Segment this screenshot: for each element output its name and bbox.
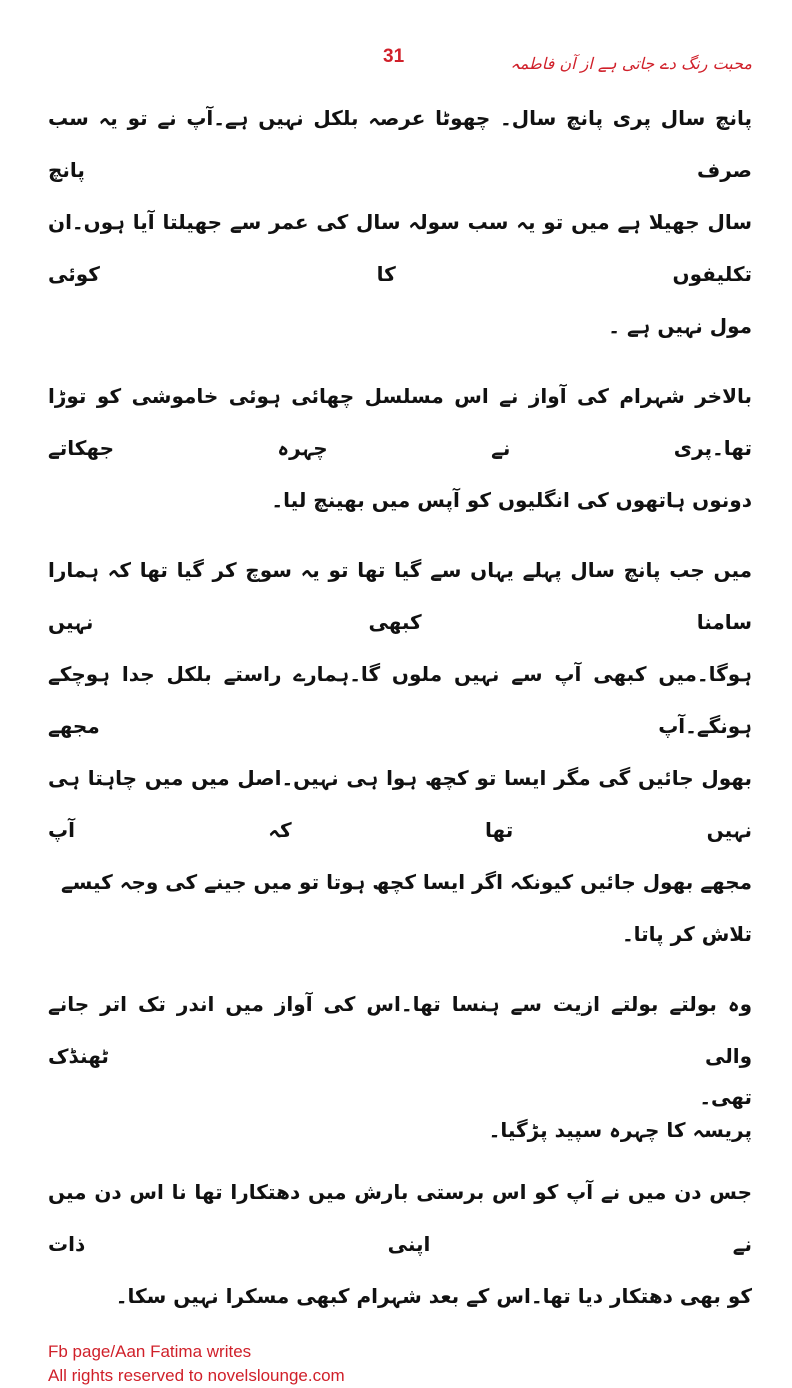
paragraph-5	[48, 1166, 752, 1322]
text-line: مجھے بھول جائیں کیونکہ اگر ایسا کچھ ہوتا تو میں جینے کی وجہ کیسے تلاش کر پاتا۔	[60, 870, 752, 946]
text-line: بالاخر شہرام کی آواز نے اس مسلسل چھائی ہوئی خاموشی کو توڑا تھا۔پری نے چہرہ جھکاتے	[48, 384, 752, 460]
page-body	[48, 92, 752, 1322]
page-number: 31	[383, 46, 405, 67]
running-header-title: محبت رنگ دے جاتی ہے از آن فاطمہ	[510, 54, 752, 73]
page-header	[0, 0, 792, 92]
paragraph-4	[48, 978, 752, 1148]
text-line: کو بھی دھتکار دیا تھا۔اس کے بعد شہرام کبھی مسکرا نہیں سکا۔	[115, 1284, 752, 1308]
text-line: بھول جائیں گی مگر ایسا تو کچھ ہوا ہی نہیں۔اصل میں میں چاہتا ہی نہیں تھا کہ آپ	[48, 766, 752, 842]
text-line: سال جھیلا ہے میں تو یہ سب سولہ سال کی عمر سے جھیلتا آیا ہوں۔ان تکلیفوں کا کوئی	[48, 210, 752, 286]
text-line: تھی۔	[699, 1085, 752, 1109]
text-line: میں جب پانچ سال پہلے یہاں سے گیا تھا تو یہ سوچ کر گیا تھا کہ ہمارا سامنا کبھی نہیں	[48, 558, 752, 634]
text-line: وہ بولتے بولتے ازیت سے ہنسا تھا۔اس کی آواز میں اندر تک اتر جانے والی ٹھنڈک	[48, 992, 752, 1068]
text-line: مول نہیں ہے ۔	[608, 314, 752, 338]
paragraph-1	[48, 92, 752, 352]
text-line: دونوں ہاتھوں کی انگلیوں کو آپس میں بھینچ لیا۔	[271, 488, 752, 512]
text-line: پانچ سال پری پانچ سال۔ چھوٹا عرصہ بلکل نہیں ہے۔آپ نے تو یہ سب صرف پانچ	[48, 106, 752, 182]
paragraph-3	[48, 544, 752, 960]
text-line: جس دن میں نے آپ کو اس برستی بارش میں دھتکارا تھا نا اس دن میں نے اپنی ذات	[48, 1180, 752, 1256]
paragraph-2	[48, 370, 752, 526]
page-footer	[48, 1340, 752, 1388]
text-line: ہوگا۔میں کبھی آپ سے نہیں ملوں گا۔ہمارے راستے بلکل جدا ہوچکے ہونگے۔آپ مجھے	[48, 662, 752, 738]
text-line: پریسہ کا چہرہ سپید پڑگیا۔	[488, 1118, 752, 1142]
footer-fb-page: Fb page/Aan Fatima writes	[48, 1342, 252, 1361]
footer-copyright: All rights reserved to novelslounge.com	[48, 1366, 345, 1385]
